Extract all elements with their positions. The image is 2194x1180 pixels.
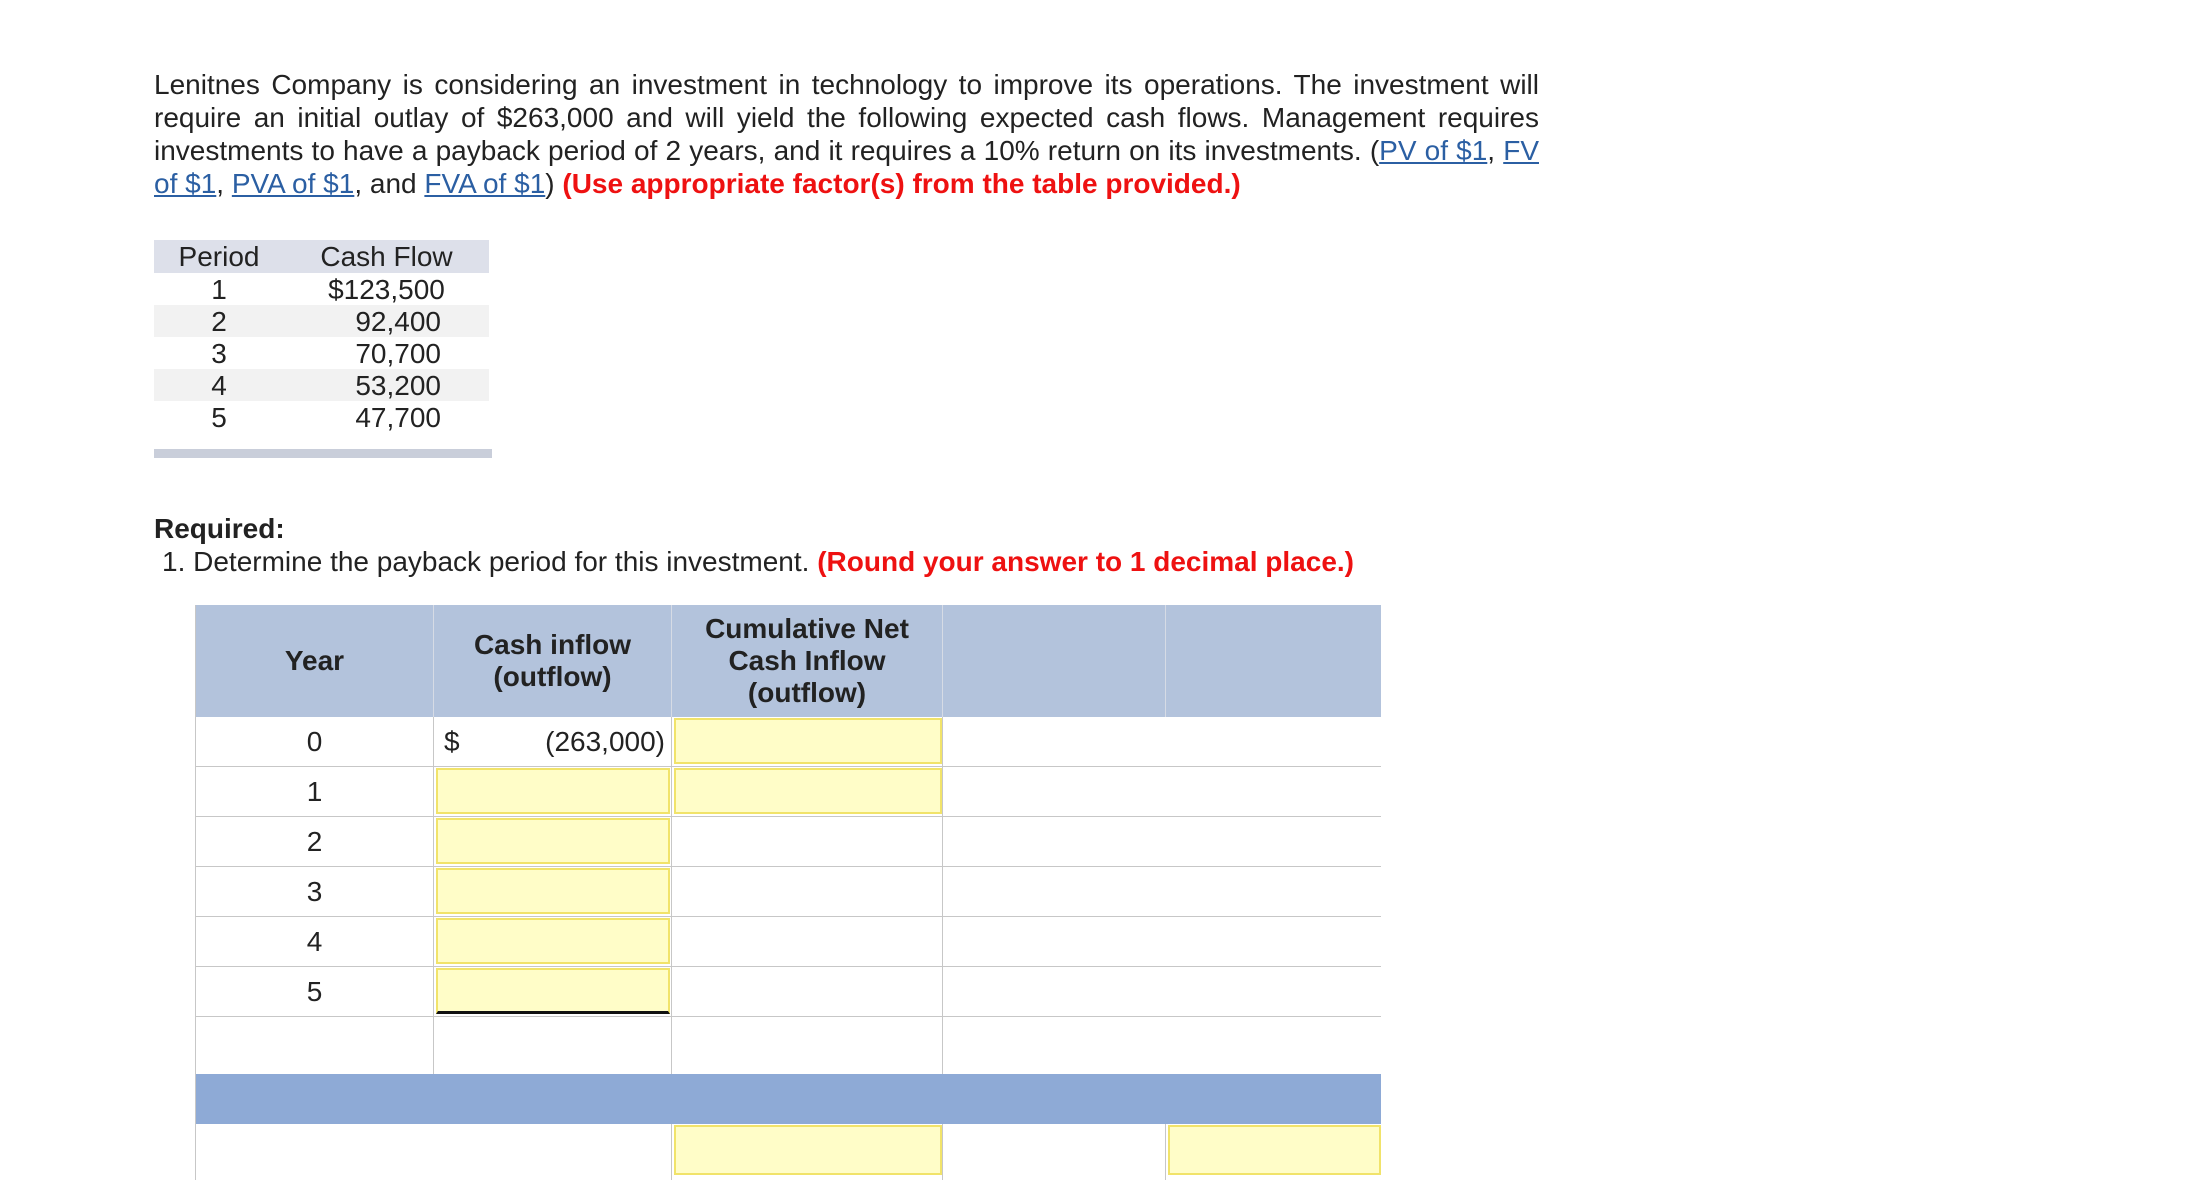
cash-flow-cell: 70,700: [355, 338, 441, 369]
cash-inflow-cell: [434, 867, 672, 916]
empty-cell: [943, 817, 1381, 866]
question-1: [154, 545, 1354, 578]
required-label: Required:: [154, 513, 285, 544]
table-row: [196, 717, 1381, 767]
cumulative-cell: [672, 767, 943, 816]
cash-flow-row: [154, 337, 489, 369]
cash-flow-table: [154, 240, 489, 433]
period-cell: 2: [211, 306, 227, 337]
empty-cell: [196, 1124, 672, 1180]
extra-column-header: [943, 605, 1166, 717]
cash-inflow-cell: [434, 817, 672, 866]
cash-flow-cell: $123,500: [328, 274, 445, 305]
empty-cell: [943, 867, 1381, 916]
period-header: Period: [178, 241, 260, 272]
section-band: [196, 1074, 1381, 1124]
separator: , and: [354, 168, 425, 199]
problem-statement: [154, 68, 1539, 200]
table-row: [196, 917, 1381, 967]
empty-cell: [943, 1124, 1166, 1180]
cumulative-cell: [672, 817, 943, 866]
close-paren: ): [545, 168, 555, 199]
rounding-instruction: (Round your answer to 1 decimal place.): [817, 546, 1355, 577]
fva-of-1-link[interactable]: FVA of $1: [424, 168, 546, 199]
required-section: [154, 512, 1354, 578]
cash-flow-row: [154, 369, 489, 401]
separator: ,: [216, 168, 232, 199]
empty-cell: [943, 1017, 1381, 1074]
cash-inflow-cell: [434, 917, 672, 966]
cash-flow-row: [154, 273, 489, 305]
cash-inflow-cell: [434, 767, 672, 816]
extra-column-header-2: [1166, 605, 1381, 717]
empty-cell: [434, 1017, 672, 1074]
cash-inflow-column-header: Cash inflow (outflow): [434, 605, 672, 717]
question-text: 1. Determine the payback period for this investment.: [162, 546, 810, 577]
cumulative-cell: [672, 867, 943, 916]
period-cell: 1: [211, 274, 227, 305]
pva-of-1-link[interactable]: PVA of $1: [231, 168, 355, 199]
payback-cell: [672, 1124, 943, 1180]
currency-symbol: $: [444, 726, 460, 757]
table-row: [196, 767, 1381, 817]
cumulative-cell: [672, 967, 943, 1016]
empty-cell: [672, 1017, 943, 1074]
intro-text: Lenitnes Company is considering an investment in technology to improve its operations. The investment will require an initial outlay of $263,000 and will yield the following expected cash flows. Management requires investments to have a payback period of 2 years, and it requires a 10% return on its investments. (: [154, 69, 1539, 166]
empty-cell: [196, 1017, 434, 1074]
payback-years-input[interactable]: [1168, 1125, 1381, 1175]
cash-flow-table-header: [154, 240, 489, 273]
period-cell: 3: [211, 338, 227, 369]
empty-cell: [943, 917, 1381, 966]
factor-instruction: (Use appropriate factor(s) from the table provided.): [562, 168, 1241, 199]
payback-row: [196, 1124, 1381, 1180]
empty-cell: [943, 767, 1381, 816]
cumulative-net-column-header: Cumulative Net Cash Inflow (outflow): [672, 605, 943, 717]
separator: ,: [1487, 135, 1504, 166]
year-cell: 1: [196, 767, 434, 816]
table-divider: [154, 449, 492, 458]
cumulative-cell: [672, 717, 943, 766]
table-row: [196, 1017, 1381, 1074]
cash-flow-row: [154, 401, 489, 433]
year-cell: 5: [196, 967, 434, 1016]
cash-inflow-cell: [434, 717, 672, 766]
year-column-header: Year: [196, 605, 434, 717]
period-cell: 4: [211, 370, 227, 401]
year-cell: 0: [196, 717, 434, 766]
cash-inflow-value: (263,000): [545, 726, 665, 757]
fv-of-1-link[interactable]: FV of $1: [154, 135, 1539, 199]
cash-flow-header: Cash Flow: [320, 241, 453, 272]
empty-cell: [943, 967, 1381, 1016]
cash-flow-row: [154, 305, 489, 337]
pv-of-1-link[interactable]: PV of $1: [1379, 135, 1488, 166]
cash-inflow-cell: [434, 967, 672, 1016]
year-cell: 2: [196, 817, 434, 866]
table-row: [196, 867, 1381, 917]
payback-answer-table: [195, 605, 1381, 1180]
period-cell: 5: [211, 402, 227, 433]
year-cell: 4: [196, 917, 434, 966]
empty-cell: [943, 717, 1381, 766]
cash-flow-cell: 53,200: [355, 370, 441, 401]
year-cell: 3: [196, 867, 434, 916]
table-row: [196, 967, 1381, 1017]
cash-flow-cell: 92,400: [355, 306, 441, 337]
cumulative-cell: [672, 917, 943, 966]
table-row: [196, 817, 1381, 867]
cash-flow-cell: 47,700: [355, 402, 441, 433]
